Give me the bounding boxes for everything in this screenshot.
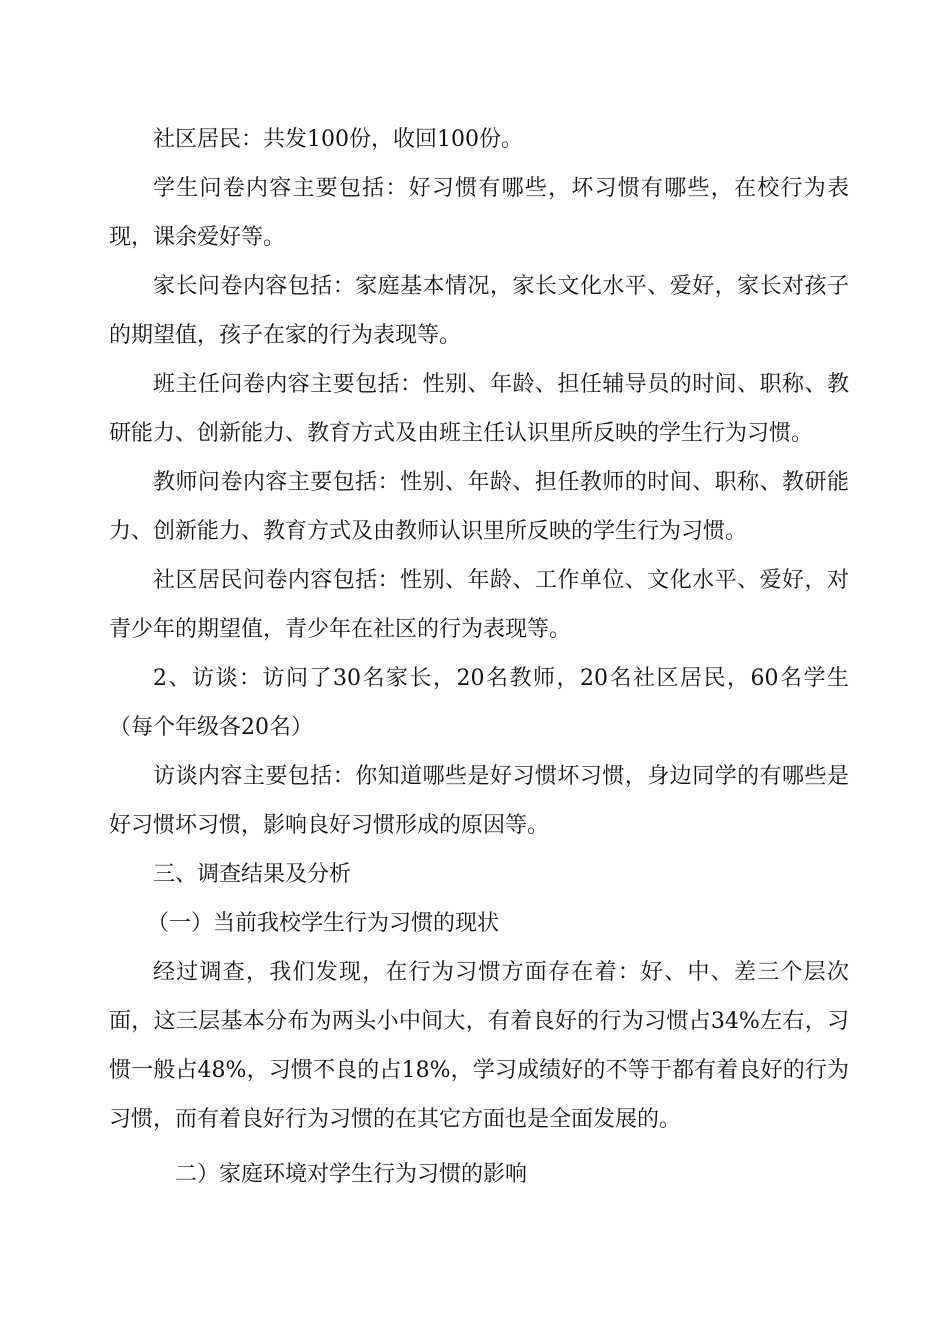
subsection-heading-current-status: （一）当前我校学生行为习惯的现状 bbox=[147, 911, 500, 936]
paragraph-parent-questionnaire: 家长问卷内容包括：家庭基本情况，家长文化水平、爱好，家长对孩子的期望值，孩子在家的行为表现等。 bbox=[109, 274, 849, 348]
paragraph-resident-questionnaire: 社区居民问卷内容包括：性别、年龄、工作单位、文化水平、爱好，对青少年的期望值，青少年在社区的行为表现等。 bbox=[109, 568, 849, 642]
paragraph-student-questionnaire: 学生问卷内容主要包括：好习惯有哪些，坏习惯有哪些，在校行为表现，课余爱好等。 bbox=[109, 176, 849, 250]
subsection-heading-family-environment: 二）家庭环境对学生行为习惯的影响 bbox=[175, 1162, 528, 1187]
paragraph-survey-findings: 经过调查，我们发现，在行为习惯方面存在着：好、中、差三个层次面，这三层基本分布为两头小中间大，有着良好的行为习惯占34%左右，习惯一般占48%，习惯不良的占18%，学习成绩好的不等于都有着良好的行为习惯，而有着良好行为习惯的在其它方面也是全面发展的。 bbox=[109, 960, 849, 1132]
paragraph-teacher-questionnaire: 教师问卷内容主要包括：性别、年龄、担任教师的时间、职称、教研能力、创新能力、教育方式及由教师认识里所反映的学生行为习惯。 bbox=[109, 470, 849, 544]
paragraph-interviews: 2、访谈：访问了30名家长，20名教师，20名社区居民，60名学生（每个年级各20名） bbox=[109, 666, 849, 740]
paragraph-interview-content: 访谈内容主要包括：你知道哪些是好习惯坏习惯，身边同学的有哪些是好习惯坏习惯，影响良好习惯形成的原因等。 bbox=[109, 764, 849, 838]
paragraph-head-teacher-questionnaire: 班主任问卷内容主要包括：性别、年龄、担任辅导员的时间、职称、教研能力、创新能力、教育方式及由班主任认识里所反映的学生行为习惯。 bbox=[109, 372, 849, 446]
paragraph-community-residents-count: 社区居民：共发100份，收回100份。 bbox=[153, 127, 523, 152]
section-heading-results: 三、调查结果及分析 bbox=[153, 862, 352, 887]
